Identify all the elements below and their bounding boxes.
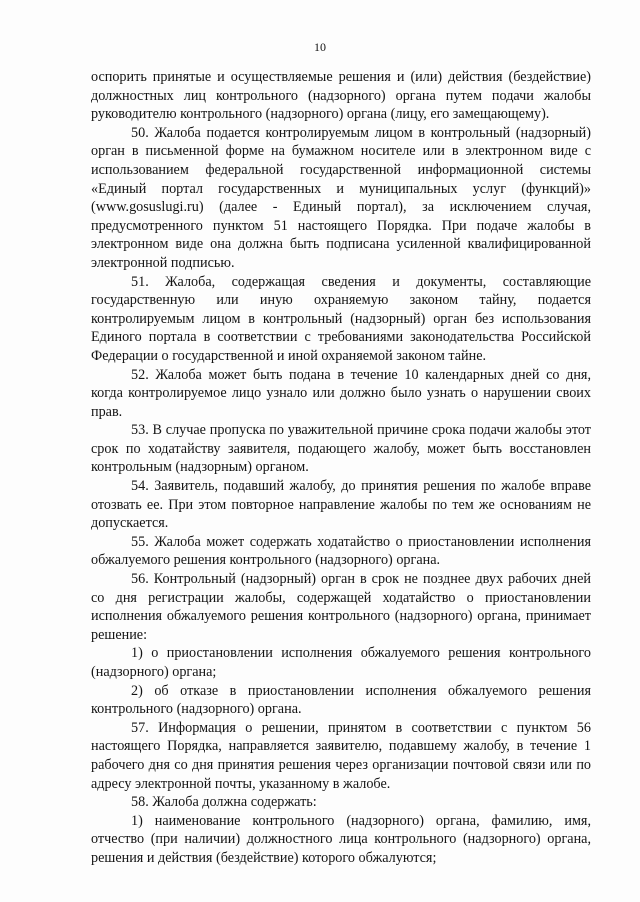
paragraph-56-item-2: 2) об отказе в приостановлении исполнения обжалуемого решения контрольного (надзорного) органа. — [91, 682, 591, 718]
paragraph-continuation: оспорить принятые и осуществляемые решения и (или) действия (бездействие) должностных лиц контрольного (надзорного) органа путем подачи жалобы руководителю контрольного (надзорного) органа (лицу, его замещающему). — [91, 69, 591, 123]
document-body — [91, 68, 591, 868]
paragraph-54: 54. Заявитель, подавший жалобу, до принятия решения по жалобе вправе отозвать ее. При этом повторное направление жалобы по тем же основаниям не допускается. — [91, 478, 591, 532]
paragraph-56: 56. Контрольный (надзорный) орган в срок не позднее двух рабочих дней со дня регистрации жалобы, содержащей ходатайство о приостановлении исполнения обжалуемого решения контрольного (надзорного) органа, принимает решение: — [91, 571, 591, 643]
paragraph-58-item-1: 1) наименование контрольного (надзорного) органа, фамилию, имя, отчество (при наличии) должностного лица контрольного (надзорного) органа, решения и действия (бездействие) которого обжалуются; — [91, 812, 591, 866]
page-number: 10 — [314, 40, 326, 54]
paragraph-57: 57. Информация о решении, принятом в соответствии с пунктом 56 настоящего Порядка, направляется заявителю, подавшему жалобу, в течение 1 рабочего дня со дня принятия решения через организации почтовой связи или по адресу электронной почты, указанному в жалобе. — [91, 719, 591, 792]
paragraph-58: 58. Жалоба должна содержать: — [131, 794, 317, 811]
paragraph-52: 52. Жалоба может быть подана в течение 10 календарных дней со дня, когда контролируемое лицо узнало или должно было узнать о нарушении своих прав. — [91, 366, 591, 420]
paragraph-56-item-1: 1) о приостановлении исполнения обжалуемого решения контрольного (надзорного) органа; — [91, 645, 591, 680]
paragraph-50: 50. Жалоба подается контролируемым лицом в контрольный (надзорный) орган в письменной форме на бумажном носителе или в электронном виде с использованием федеральной государственной информационной системы «Единый портал государственных и муниципальных услуг (функций)» (www.gosuslugi.ru) (далее - Единый портал), за исключением случая, предусмотренного пунктом 51 настоящего Порядка. При подаче жалобы в электронном виде она должна быть подписана усиленной квалифицированной электронной подписью. — [91, 124, 591, 271]
paragraph-55: 55. Жалоба может содержать ходатайство о приостановлении исполнения обжалуемого решения контрольного (надзорного) органа. — [91, 533, 591, 569]
paragraph-51: 51. Жалоба, содержащая сведения и документы, составляющие государственную или иную охраняемую законом тайну, подается контролируемым лицом в контрольный (надзорный) орган без использования Единого портала в соответствии с требованиями законодательства Российской Федерации о государственной и иной охраняемой законом тайне. — [91, 273, 591, 364]
paragraph-53: 53. В случае пропуска по уважительной причине срока подачи жалобы этот срок по ходатайству заявителя, подающего жалобу, может быть восстановлен контрольным (надзорным) органом. — [91, 422, 591, 476]
